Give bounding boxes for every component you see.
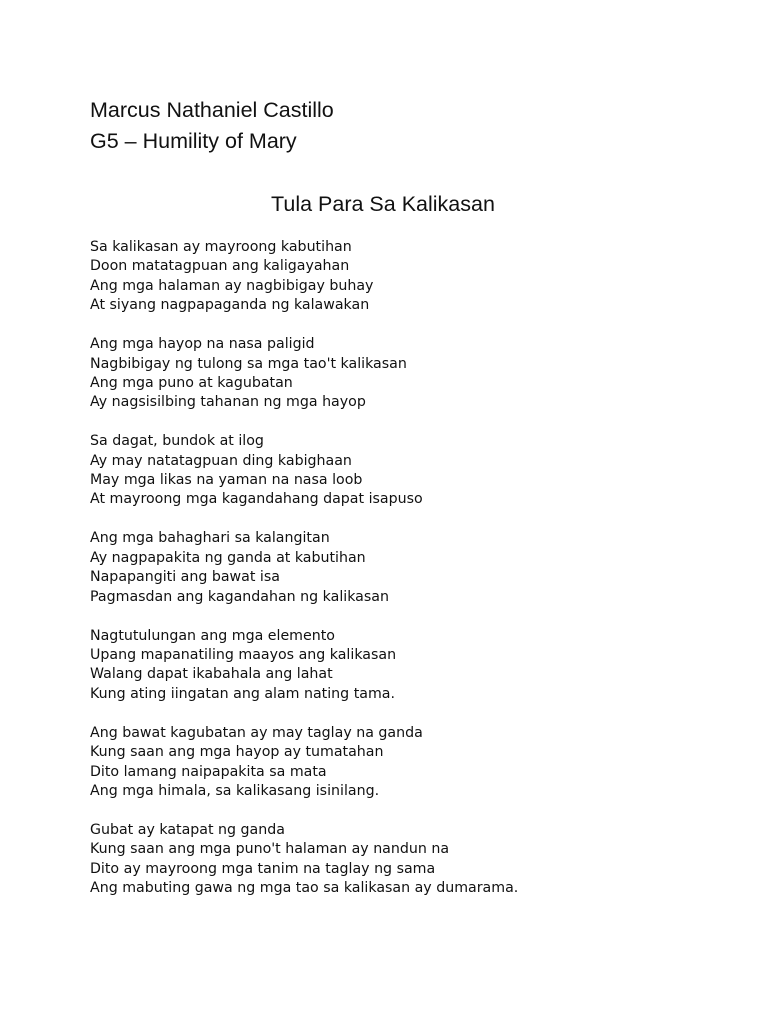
- poem-body: [90, 238, 518, 918]
- poem-line: Ang mga puno at kagubatan: [90, 374, 293, 391]
- poem-line: Pagmasdan ang kagandahan ng kalikasan: [90, 588, 389, 605]
- author-header: [90, 95, 334, 157]
- stanza: [90, 627, 518, 705]
- poem-line: May mga likas na yaman na nasa loob: [90, 472, 363, 489]
- poem-line: Gubat ay katapat ng ganda: [90, 821, 285, 838]
- class-section: G5 – Humility of Mary: [90, 129, 297, 153]
- author-name: Marcus Nathaniel Castillo: [90, 98, 334, 122]
- poem-line: Dito lamang naipapakita sa mata: [90, 763, 327, 780]
- poem-line: Walang dapat ikabahala ang lahat: [90, 666, 333, 683]
- poem-line: Kung saan ang mga hayop ay tumatahan: [90, 744, 384, 761]
- poem-line: Sa dagat, bundok at ilog: [90, 433, 264, 450]
- poem-line: Nagtutulungan ang mga elemento: [90, 627, 335, 644]
- poem-line: Ang mabuting gawa ng mga tao sa kalikasan ay dumarama.: [90, 880, 519, 897]
- stanza: [90, 724, 518, 802]
- poem-line: At mayroong mga kagandahang dapat isapuso: [90, 491, 423, 508]
- stanza: [90, 821, 518, 899]
- poem-line: Ang bawat kagubatan ay may taglay na ganda: [90, 724, 423, 741]
- stanza: [90, 335, 518, 413]
- poem-line: Ang mga halaman ay nagbibigay buhay: [90, 277, 374, 294]
- poem-line: Ay may natatagpuan ding kabighaan: [90, 452, 352, 469]
- poem-line: Upang mapanatiling maayos ang kalikasan: [90, 647, 397, 664]
- poem-line: Ang mga hayop na nasa paligid: [90, 336, 315, 353]
- poem-line: Kung ating iingatan ang alam nating tama.: [90, 685, 395, 702]
- poem-line: At siyang nagpapaganda ng kalawakan: [90, 297, 370, 314]
- poem-line: Kung saan ang mga puno't halaman ay nandun na: [90, 841, 450, 858]
- poem-line: Ay nagpapakita ng ganda at kabutihan: [90, 549, 366, 566]
- stanza: [90, 238, 518, 316]
- poem-line: Dito ay mayroong mga tanim na taglay ng sama: [90, 860, 436, 877]
- poem-line: Ang mga bahaghari sa kalangitan: [90, 530, 330, 547]
- stanza: [90, 432, 518, 510]
- poem-line: Napapangiti ang bawat isa: [90, 569, 280, 586]
- poem-line: Nagbibigay ng tulong sa mga tao't kalikasan: [90, 355, 407, 372]
- stanza: [90, 529, 518, 607]
- poem-line: Doon matatagpuan ang kaligayahan: [90, 258, 350, 275]
- poem-line: Ay nagsisilbing tahanan ng mga hayop: [90, 394, 366, 411]
- poem-title: Tula Para Sa Kalikasan: [271, 192, 495, 216]
- poem-line: Sa kalikasan ay mayroong kabutihan: [90, 239, 352, 255]
- poem-line: Ang mga himala, sa kalikasang isinilang.: [90, 782, 380, 799]
